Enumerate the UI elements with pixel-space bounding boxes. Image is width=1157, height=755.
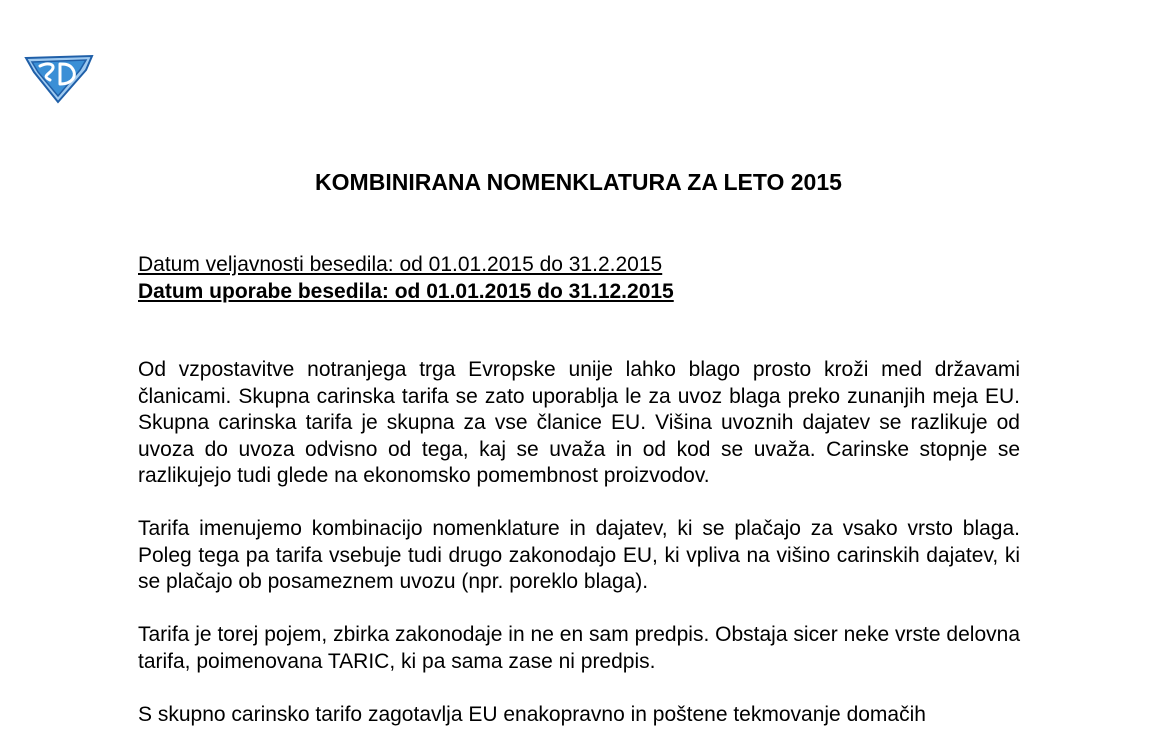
paragraph-4: S skupno carinsko tarifo zagotavlja EU enakopravno in poštene tekmovanje domačih	[138, 702, 926, 726]
document-body	[138, 357, 1020, 755]
paragraph-3: Tarifa je torej pojem, zbirka zakonodaje in ne en sam predpis. Obstaja sicer neke vrste delovna tarifa, poimenovana TARIC, ki pa sama zase ni predpis.	[138, 623, 1020, 673]
validity-date-line: Datum veljavnosti besedila: od 01.01.2015 do 31.2.2015	[138, 253, 663, 276]
paragraph-2: Tarifa imenujemo kombinacijo nomenklature in dajatev, ki se plačajo za vsako vrsto blaga. Poleg tega pa tarifa vsebuje tudi drugo zakonodajo EU, ki vpliva na višino carinskih dajatev, ki se plačajo ob posameznem uvozu (npr. poreklo blaga).	[138, 517, 1020, 593]
paragraph-1: Od vzpostavitve notranjega trga Evropske unije lahko blago prosto kroži med državami članicami. Skupna carinska tarifa se zato uporablja le za uvoz blaga preko zunanjih meja EU. Skupna carinska tarifa je skupna za vse članice EU. Višina uvoznih dajatev se razlikuje od uvoza do uvoza odvisno od tega, kaj se uvaža in od kod se uvaža. Carinske stopnje se razlikujejo tudi glede na ekonomsko pomembnost proizvodov.	[138, 358, 1020, 487]
document-title: KOMBINIRANA NOMENKLATURA ZA LETO 2015	[315, 169, 842, 195]
date-block	[138, 251, 674, 305]
usage-date-line: Datum uporabe besedila: od 01.01.2015 do 31.12.2015	[138, 280, 674, 303]
company-logo	[22, 50, 96, 104]
